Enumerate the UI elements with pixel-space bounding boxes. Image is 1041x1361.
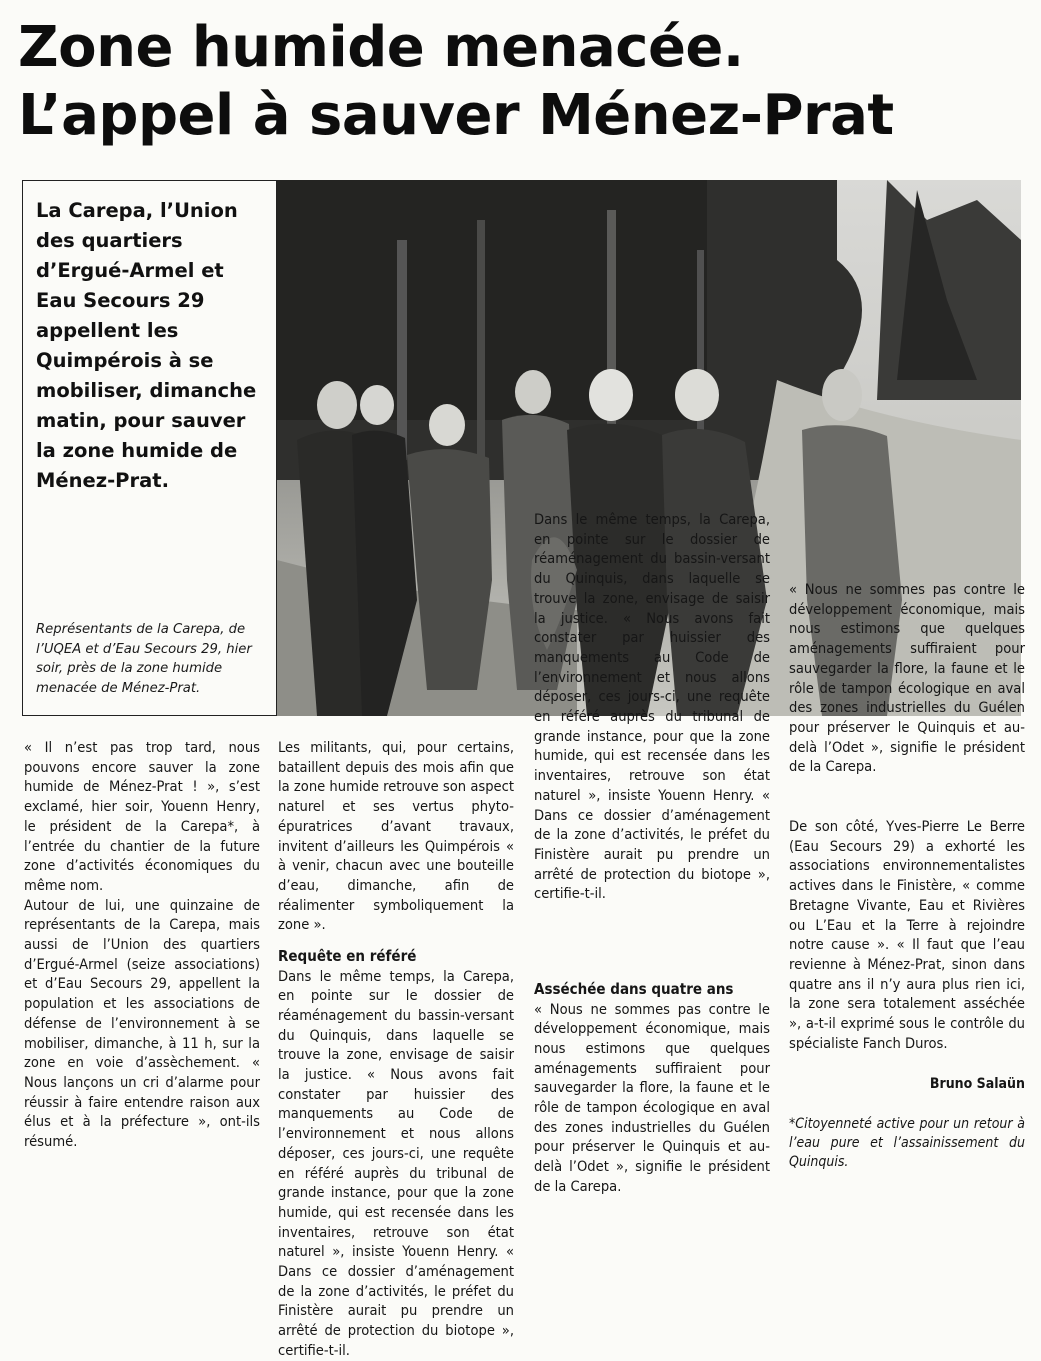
- lead-paragraph: La Carepa, l’Union des quartiers d’Ergué-Armel et Eau Secours 29 appellent les Quimpérois à se mobiliser, dimanche matin, pour sauver la zone humide de Ménez-Prat.: [36, 199, 257, 492]
- headline-line-1: Zone humide menacée.: [18, 15, 744, 80]
- body-paragraph: « Il n’est pas trop tard, nous pouvons encore sauver la zone humide de Ménez-Prat ! », s’est exclamé, hier soir, Youenn Henry, le président de la Carepa*, à l’entrée du chantier de la future zone d’activités économiques du même nom.: [24, 739, 260, 894]
- body-paragraph: Autour de lui, une quinzaine de représentants de la Carepa, mais aussi de l’Union des quartiers d’Ergué-Armel (seize associations) et d’Eau Secours 29, appellent la population et les associations de défense de l’environnement à se mobiliser, dimanche, à 11 h, sur la zone en voie d’assèchement. « Nous lançons un cri d’alarme pour réussir à faire entendre raison aux élus et à la préfecture », ont-ils résumé.: [24, 896, 260, 1151]
- body-paragraph: Les militants, qui, pour certains, bataillent depuis des mois afin que la zone humide retrouve son aspect naturel et ses vertus phyto-épuratrices d’avant travaux, invitent d’ailleurs les Quimpérois « à venir, chacun avec une bouteille d’eau, dimanche, afin de réalimenter symboliquement la zone ».: [278, 739, 514, 934]
- headline-line-2: L’appel à sauver Ménez-Prat: [18, 83, 894, 148]
- subheading: Requête en référé: [278, 947, 417, 966]
- body-paragraph: « Nous ne sommes pas contre le développement économique, mais nous estimons que quelques aménagements suffiraient pour sauvegarder la flore, la faune et le rôle de tampon écologique en aval des zones industrielles du Guélen pour préserver le Quinquis et au-delà l’Odet », signifie le président de la Carepa.: [534, 1000, 770, 1195]
- article-column-3: [534, 511, 770, 1195]
- subheading: Asséchée dans quatre ans: [534, 980, 734, 998]
- body-paragraph: Dans le même temps, la Carepa, en pointe sur le dossier de réaménagement du bassin-versant du Quinquis, dans laquelle se trouve la zone, envisage de saisir la justice. « Nous avons fait constater par huissier des manquements au Code de l’environnement et nous allons déposer, ces jours-ci, une requête en référé auprès du tribunal de grande instance, pour que la zone humide, qui est recensée dans les inventaires, retrouve son état naturel », insiste Youenn Henry. « Dans ce dossier d’aménagement de la zone d’activités, le préfet du Finistère aurait pu prendre un arrêté de protection du biotope », certifie-t-il.: [278, 967, 514, 1359]
- article-column-4: [789, 581, 1025, 1172]
- photo-caption: Représentants de la Carepa, de l’UQEA et d’Eau Secours 29, hier soir, près de la zone humide menacée de Ménez-Prat.: [36, 622, 252, 696]
- body-paragraph: De son côté, Yves-Pierre Le Berre (Eau Secours 29) a exhorté les associations environnementalistes actives dans le Finistère, « comme Bretagne Vivante, Eau et Rivières ou L’Eau et la Terre à rejoindre notre cause ». « Il faut que l’eau revienne à Ménez-Prat, sinon dans quatre ans il n’y aura plus rien ici, la zone sera totalement asséchée », a-t-il exprimé sous le contrôle du spécialiste Fanch Duros.: [789, 818, 1025, 1052]
- author-signature: Bruno Salaün: [929, 1076, 1025, 1093]
- body-paragraph-continuation: Dans le même temps, la Carepa, en pointe sur le dossier de réaménagement du bassin-versant du Quinquis, dans laquelle se trouve la zone, envisage de saisir la justice. « Nous avons fait constater par huissier des manquements au Code de l’environnement et nous allons déposer, ces jours-ci, une requête en référé auprès du tribunal de grande instance, pour que la zone humide, qui est recensée dans les inventaires, retrouve son état naturel », insiste Youenn Henry. « Dans ce dossier d’aménagement de la zone d’activités, le préfet du Finistère aurait pu prendre un arrêté de protection du biotope », certifie-t-il.: [534, 511, 770, 903]
- article-column-1: [24, 738, 260, 1152]
- headline: [18, 14, 1028, 150]
- footnote: *Citoyenneté active pour un retour à l’eau pure et l’assainissement du Quinquis.: [789, 1116, 1025, 1171]
- article-column-2: [278, 738, 514, 1359]
- body-paragraph-continuation: « Nous ne sommes pas contre le développement économique, mais nous estimons que quelques aménagements suffiraient pour sauvegarder la flore, la faune et le rôle de tampon écologique en aval des zones industrielles du Guélen pour préserver le Quinquis et au-delà l’Odet », signifie le président de la Carepa.: [789, 581, 1025, 776]
